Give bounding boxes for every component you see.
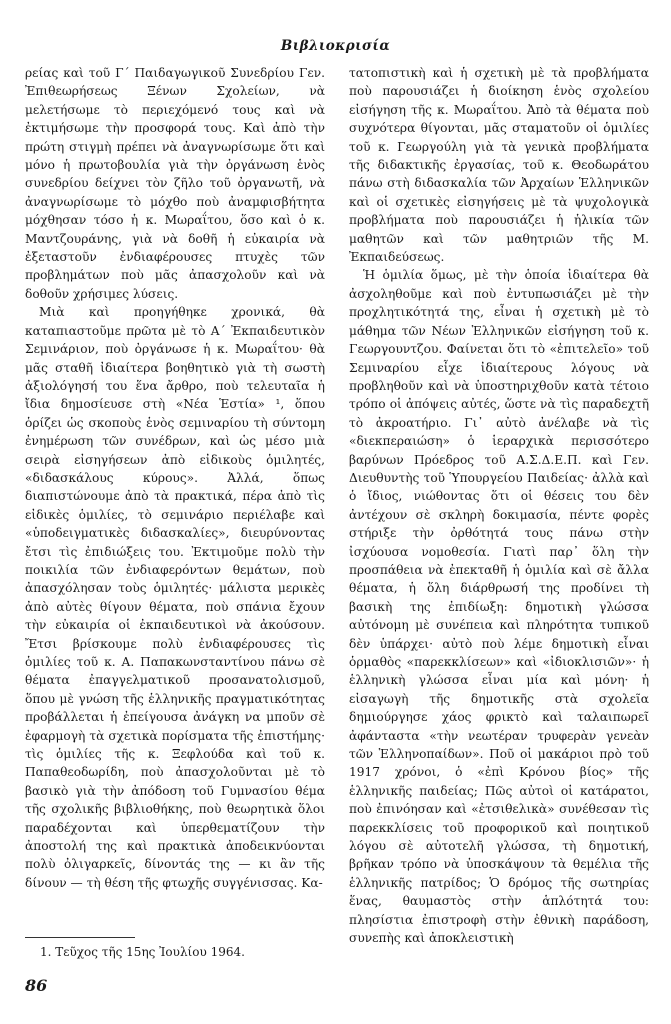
paragraph: τατοπιστικὴ καὶ ἡ σχετικὴ μὲ τὰ προβλήματα ποὺ παρουσιάζει ἡ διοίκηση ἑνὸς σχολείου εἰσήγηση τῆς κ. Μωραΐτου. Ἀπὸ τὰ θέματα ποὺ συχνότερα θίγονται, μᾶς σταματοῦν οἱ ὁμιλίες τοῦ κ. Γεωργούλη γιὰ τὰ γενικὰ προβλήματα τῆς διδακτικῆς ἐργασίας, τοῦ κ. Θεοδωράτου πάνω στὴ διδασκαλία τῶν Ἀρχαίων Ἑλληνικῶν καὶ οἱ σχετικὲς εἰσηγήσεις μὲ τὰ ψυχολογικὰ προβλήματα ποὺ παρουσιάζει ἡ ἡλικία τῶν μαθητῶν καὶ τῶν μαθητριῶν τῆς Μ. Ἐκπαιδεύσεως. <box>349 66 649 265</box>
running-head: Βιβλιοκρισία <box>280 38 391 54</box>
page-number: 86 <box>25 976 48 995</box>
footnote-rule <box>25 937 135 938</box>
paragraph: Μιὰ καὶ προηγήθηκε χρονικά, θὰ καταπιαστοῦμε πρῶτα μὲ τὸ Α΄ Ἐκπαιδευτικὸν Σεμινάριον, ποὺ ὀργάνωσε ἡ κ. Μωραΐτου· θὰ μᾶς σταθῆ ἰδιαίτερα βοηθητικὸ γιὰ τὴ σωστὴ ἀξιολόγησή του ἕνα ἄρθρο, ποὺ τελευταῖα ἡ ἴδια δημοσίευσε στὴ «Νέα Ἑστία» ¹, ὅπου ὁρίζει ὡς σκοποὺς ἑνὸς σεμιναρίου τὴ σύντομη ἐνημέρωση τῶν συνέδρων, καὶ ὡς μέσο μιὰ σειρὰ εἰσηγήσεων ἀπὸ εἰδικοὺς ὁμιλητές, «διδασκάλους κύρους». Ἀλλά, ὅπως διαπιστώνουμε ἀπὸ τὰ πρακτικά, πέρα ἀπὸ τὶς εἰδικὲς ὁμιλίες, τὸ σεμινάριο περιέλαβε καὶ «ὑποδειγματικὲς διδασκαλίες», διευρύνοντας ἔτσι τὶς ἐπιδιώξεις του. Ἐκτιμοῦμε πολὺ τὴν ποικιλία τῶν ἐνδιαφερόντων θεμάτων, ποὺ ἀπασχόλησαν τοὺς ὁμιλητές· μάλιστα μερικὲς ἀπὸ αὐτὲς θίγουν θέματα, ποὺ σπάνια ἔχουν τὴν εὐκαιρία οἱ ἐκπαιδευτικοὶ νὰ ἀκούσουν. Ἔτσι βρίσκουμε πολὺ ἐνδιαφέρουσες τὶς ὁμιλίες τοῦ κ. Α. Παπακωνσταντίνου πάνω σὲ θέματα ἐπαγγελματικοῦ προσανατολισμοῦ, ὅπου μὲ γνώση τῆς ἑλληνικῆς πραγματικότητας προβάλλεται ἡ ἐπείγουσα ἀνάγκη να μποῦν σὲ ἐφαρμογὴ τὰ σχετικὰ πορίσματα τῆς ἐπιστήμης· τὶς ὁμιλίες τῆς κ. Ξεφλούδα καὶ τοῦ κ. Παπαθεοδωρίδη, ποὺ ἀπασχολοῦνται μὲ τὸ βασικὸ γιὰ τὴν ἀπόδοση τοῦ Γυμνασίου θέμα τῆς σχολικῆς βιβλιοθήκης, ποὺ θεωρητικὰ ὅλοι παραδέχονται καὶ ὑπερθεματίζουν τὴν ἀποστολή της καὶ πρακτικὰ ἀποδεικνύονται πολὺ ὀλιγαρκεῖς, δίνοντάς της — κι ἂν τῆς δίνουν — τὴ θέση τῆς φτωχῆς συγγένισσας. Κα- <box>25 305 325 890</box>
footnote: 1. Τεῦχος τῆς 15ης Ἰουλίου 1964. <box>40 945 245 959</box>
paragraph: Ἡ ὁμιλία ὅμως, μὲ τὴν ὁποία ἰδιαίτερα θὰ ἀσχοληθοῦμε καὶ ποὺ ἐντυπωσιάζει μὲ τὴν προχλητικότητά της, εἶναι ἡ σχετικὴ μὲ τὸ μάθημα τῶν Νέων Ἑλληνικῶν εἰσήγηση τοῦ κ. Γεωργουντζου. Φαίνεται ὅτι τὸ «ἐπιτελεῖο» τοῦ Σεμιναρίου εἶχε ἰδιαίτερους λόγους νὰ προβληθοῦν καὶ νὰ ὑποστηριχθοῦν κατὰ τέτοιο τρόπο οἱ ἀπόψεις αὐτές, ὥστε νὰ τὶς παραδεχτῆ τὸ ἀκροατήριο. Γι᾿ αὐτὸ ἀνέλαβε νὰ τὶς «διεκπεραιώση» ὁ ἱεραρχικὰ περισσότερο βαρύνων Πρόεδρος τοῦ Α.Σ.Δ.Ε.Π. καὶ Γεν. Διευθυντὴς τοῦ Ὑπουργείου Παιδείας· ἀλλὰ καὶ ὁ ἴδιος, νιώθοντας ὅτι οἱ θέσεις του δὲν ἀντέχουν σὲ σκληρὴ δοκιμασία, πέντε φορὲς στήριξε τὴν ὀρθότητά τους πάνω στὴν ἰσχύουσα νομοθεσία. Γιατὶ παρ᾿ ὅλη τὴν προσπάθεια νὰ ἐπεκταθῆ ἡ ὁμιλία καὶ σὲ ἄλλα θέματα, ἡ ὅλη διάρθρωσή της προδίνει τὴ βασικὴ της ἐπιδίωξη: δημοτικὴ γλώσσα αὐτόνομη μὲ συνέπεια καὶ πληρότητα τυπικοῦ δὲν ὑπάρχει· αὐτὸ ποὺ λέμε δημοτικὴ εἶναι ὁρμαθὸς «παρεκκλίσεων» καὶ «ἰδιοκλισιῶν»· ἡ ἑλληνικὴ γλώσσα εἶναι μία καὶ μόνη· ἡ εἰσαγωγὴ τῆς δημοτικῆς στὰ σχολεῖα δημιούργησε χάος φρικτὸ καὶ ταλαιπωρεῖ ἀφάνταστα «τὴν νεωτέραν τρυφερὰν γενεὰν τῶν Ἑλληνοπαίδων». Ποῦ οἱ μακάριοι πρὸ τοῦ 1917 χρόνοι, ὁ «ἐπὶ Κρόνου βίος» τῆς ἑλληνικῆς παιδείας; Πῶς αὐτοὶ οἱ κατάρατοι, ποὺ ἐπινόησαν καὶ «ἐτσιθελικὰ» συνέθεσαν τὶς παρεκκλίσεις τοῦ προφορικοῦ καὶ ποιητικοῦ λόγου σὲ αὐτοτελῆ γλώσσα, τὴ δημοτική, βρῆκαν τρόπο νὰ ὑποσκάψουν τὰ θεμέλια τῆς ἑλληνικῆς πατρίδος; Ὁ δρόμος τῆς σωτηρίας ἕνας, θαυμαστὸς στὴν ἁπλότητά του: πλησίστια ἐπιστροφὴ στὴν ἐθνικὴ παράδοση, συνεπὴς καὶ ἀποκλειστικὴ <box>349 268 649 946</box>
paragraph: ρείας καὶ τοῦ Γ΄ Παιδαγωγικοῦ Συνεδρίου Γεν. Ἐπιθεωρήσεως Ξένων Σχολείων, νὰ μελετήσωμε τὸ περιεχόμενό τους καὶ νὰ ἐκτιμήσωμε τὴν προσφορά τους. Καὶ ἀπὸ τὴν πρώτη στιγμὴ πρέπει νὰ ἀναγνωρίσωμε ὅτι καὶ μόνο ἡ πρωτοβουλία γιὰ τὴν ὀργάνωση ἑνὸς συνεδρίου δείχνει τὸν ζῆλο τοῦ ὀργανωτῆ, νὰ ἀναγνωρίσωμε τὸ μόχθο ποὺ ἀναμφισβήτητα μόχθησαν τόσο ἡ κ. Μωραΐτου, ὅσο καὶ ὁ κ. Μαντζουράνης, γιὰ νὰ δοθῆ ἡ εὐκαιρία νὰ ἐξεταστοῦν ἐνδιαφέρουσες πτυχὲς τῶν προβλημάτων ποὺ μᾶς ἀπασχολοῦν καὶ νὰ δοθοῦν χρήσιμες λύσεις. <box>25 66 325 301</box>
left-column <box>25 64 325 892</box>
right-column <box>349 64 649 948</box>
